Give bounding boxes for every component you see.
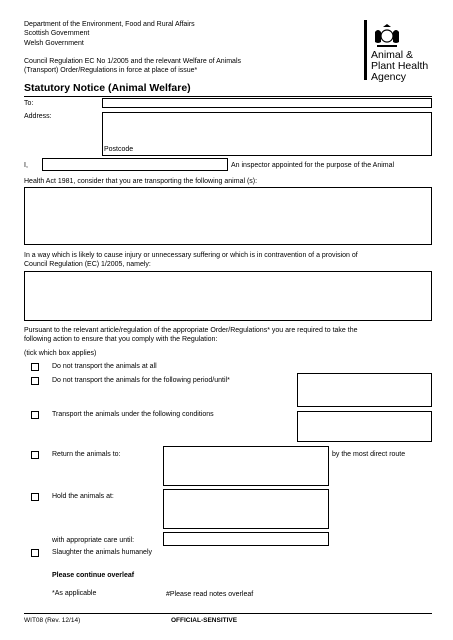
crest-icon	[364, 20, 367, 80]
inspector-text: An inspector appointed for the purpose of the Animal	[231, 162, 395, 169]
as-applicable-note: *As applicable	[52, 590, 97, 597]
org-line-defra: Department of the Environment, Food and Rural Affairs	[24, 21, 195, 28]
address-label: Address:	[24, 113, 52, 120]
page-title: Statutory Notice (Animal Welfare)	[24, 82, 191, 94]
title-divider	[24, 96, 432, 97]
manner-text-line-2: Council Regulation (EC) 1/2005, namely:	[24, 261, 151, 268]
form-code: WIT08 (Rev. 12/14)	[24, 617, 81, 624]
royal-crest-icon	[372, 22, 402, 50]
option-no-transport: Do not transport the animals at all	[52, 363, 157, 370]
to-field[interactable]	[102, 98, 432, 108]
apha-logo	[364, 20, 444, 82]
return-address-field[interactable]	[163, 446, 329, 486]
option-hold: Hold the animals at:	[52, 493, 114, 500]
tick-instruction: (tick which box applies)	[24, 350, 97, 357]
care-until-text: with appropriate care until:	[52, 537, 135, 544]
logo-line-1: Animal &	[371, 49, 414, 61]
contravention-field[interactable]	[24, 271, 432, 321]
checkbox-slaughter[interactable]	[31, 549, 39, 557]
health-act-text: Health Act 1981, consider that you are transporting the following animal (s):	[24, 178, 258, 185]
logo-line-3: Agency	[371, 71, 407, 83]
pursuant-text-line-1: Pursuant to the relevant article/regulation of the appropriate Order/Regulations* you are required to take the	[24, 327, 358, 334]
postcode-label: Postcode	[104, 146, 134, 153]
option-slaughter: Slaughter the animals humanely	[52, 549, 153, 556]
direct-route-text: by the most direct route	[332, 451, 406, 458]
hold-address-field[interactable]	[163, 489, 329, 529]
checkbox-no-transport[interactable]	[31, 363, 39, 371]
pursuant-text-line-2: following action to ensure that you comply with the Regulation:	[24, 336, 218, 343]
classification-label: OFFICIAL-SENSITIVE	[171, 617, 238, 624]
read-notes-note: #Please read notes overleaf	[166, 591, 254, 598]
checkbox-conditions[interactable]	[31, 411, 39, 419]
address-field[interactable]	[102, 112, 432, 156]
checkbox-hold[interactable]	[31, 493, 39, 501]
continue-overleaf: Please continue overleaf	[52, 572, 135, 579]
option-period: Do not transport the animals for the following period/until*	[52, 377, 230, 384]
org-line-welsh: Welsh Government	[24, 40, 84, 47]
conditions-field[interactable]	[297, 411, 432, 442]
footer-divider	[24, 613, 432, 614]
checkbox-return[interactable]	[31, 451, 39, 459]
i-label: I,	[24, 162, 28, 169]
option-return: Return the animals to:	[52, 451, 121, 458]
regulation-line-2: (Transport) Order/Regulations in force at place of issue*	[24, 67, 198, 74]
manner-text-line-1: In a way which is likely to cause injury or unnecessary suffering or which is in contravention of a provision of	[24, 252, 358, 259]
animals-field[interactable]	[24, 187, 432, 245]
regulation-line-1: Council Regulation EC No 1/2005 and the relevant Welfare of Animals	[24, 58, 241, 65]
inspector-name-field[interactable]	[42, 158, 228, 171]
logo-line-2: Plant Health	[371, 60, 429, 72]
care-until-field[interactable]	[163, 532, 329, 546]
checkbox-period[interactable]	[31, 377, 39, 385]
org-line-scottish: Scottish Government	[24, 30, 90, 37]
option-conditions: Transport the animals under the following conditions	[52, 411, 214, 418]
period-field[interactable]	[297, 373, 432, 407]
to-label: To:	[24, 100, 34, 107]
